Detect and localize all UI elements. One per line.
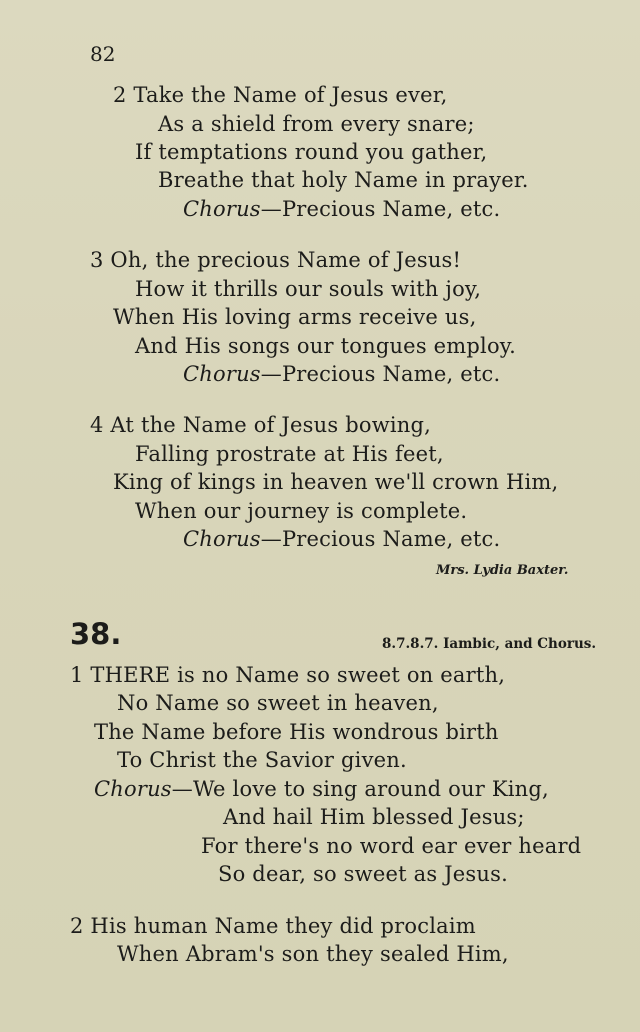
chorus-line [183,195,500,223]
author-credit: Mrs. Lydia Baxter. [436,563,569,578]
verse-line: 4 At the Name of Jesus bowing, [90,413,432,437]
chorus-line: So dear, so sweet as Jesus. [218,862,508,886]
verse-line: 2 His human Name they did proclaim [70,914,476,938]
chorus-label: Chorus [183,197,261,221]
verse-line: The Name before His wondrous birth [94,720,499,744]
verse-line: King of kings in heaven we'll crown Him, [113,470,559,494]
chorus-label: Chorus [183,362,261,386]
verse-line: Breathe that holy Name in prayer. [158,168,529,192]
verse-line: 1 THERE is no Name so sweet on earth, [70,663,506,687]
verse-line: 3 Oh, the precious Name of Jesus! [90,248,462,272]
chorus-line [94,775,549,803]
verse-line: When our journey is complete. [135,499,468,523]
verse-line: How it thrills our souls with joy, [135,277,482,301]
verse-line: If temptations round you gather, [135,140,488,164]
verse-line: 2 Take the Name of Jesus ever, [113,83,448,107]
chorus-label: Chorus [94,777,172,801]
chorus-text: —We love to sing around our King, [171,777,549,801]
verse-line: As a shield from every snare; [158,112,475,136]
page-number: 82 [90,42,116,66]
chorus-line [183,360,500,388]
verse-line: And His songs our tongues employ. [135,334,516,358]
chorus-text: —Precious Name, etc. [260,197,501,221]
verse-line: When His loving arms receive us, [113,305,477,329]
chorus-line: For there's no word ear ever heard [201,834,582,858]
chorus-label: Chorus [183,527,261,551]
chorus-text: —Precious Name, etc. [260,527,501,551]
chorus-text: —Precious Name, etc. [260,362,501,386]
verse-line: To Christ the Savior given. [117,748,407,772]
chorus-line [183,525,500,553]
hymn-meter: 8.7.8.7. Iambic, and Chorus. [382,636,597,652]
verse-line: When Abram's son they sealed Him, [117,942,509,966]
chorus-line: And hail Him blessed Jesus; [223,805,525,829]
verse-line: No Name so sweet in heaven, [117,691,439,715]
hymn-number: 38. [70,617,122,651]
verse-line: Falling prostrate at His feet, [135,442,444,466]
